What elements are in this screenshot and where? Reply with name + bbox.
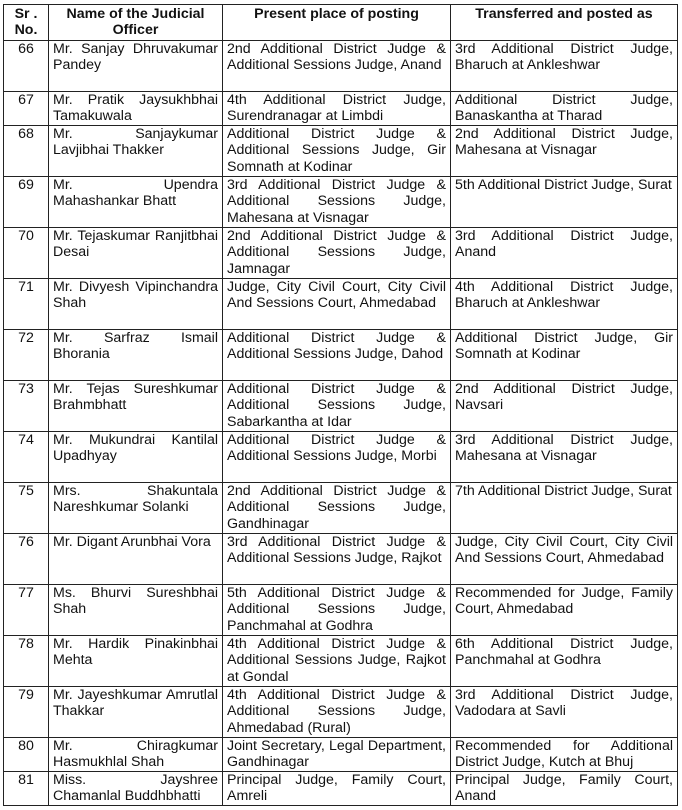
officer-name-cell: Mr. Tejas Sureshkumar Brahmbhatt <box>49 381 223 432</box>
officer-name-cell: Mr. Mukundrai Kantilal Upadhyay <box>49 432 223 483</box>
officer-name-cell: Ms. Bhurvi Sureshbhai Shah <box>49 585 223 636</box>
officer-name-cell: Mr. Hardik Pinakinbhai Mehta <box>49 636 223 687</box>
present-posting-cell: Joint Secretary, Legal Department, Gandhinagar <box>223 738 451 772</box>
sr-cell: 76 <box>4 534 49 585</box>
table-row <box>4 687 678 738</box>
header-transferred-posting: Transferred and posted as <box>451 5 678 41</box>
table-body <box>4 41 678 806</box>
officer-name-cell: Mr. Divyesh Vipinchandra Shah <box>49 279 223 330</box>
transferred-posting-cell: 7th Additional District Judge, Surat <box>451 483 678 534</box>
officer-name-cell: Mr. Sanjay Dhruvakumar Pandey <box>49 41 223 92</box>
officer-name-cell: Mr. Chiragkumar Hasmukhlal Shah <box>49 738 223 772</box>
transferred-posting-cell: 6th Additional District Judge, Panchmahal at Godhra <box>451 636 678 687</box>
transferred-posting-cell: 3rd Additional District Judge, Mahesana at Visnagar <box>451 432 678 483</box>
present-posting-cell: 2nd Additional District Judge & Additional Sessions Judge, Jamnagar <box>223 228 451 279</box>
present-posting-cell: Additional District Judge & Additional Sessions Judge, Dahod <box>223 330 451 381</box>
table-row <box>4 177 678 228</box>
table-row <box>4 92 678 126</box>
sr-cell: 79 <box>4 687 49 738</box>
present-posting-cell: 4th Additional District Judge & Additional Sessions Judge, Ahmedabad (Rural) <box>223 687 451 738</box>
officer-name-cell: Mr. Upendra Mahashankar Bhatt <box>49 177 223 228</box>
table-row <box>4 772 678 806</box>
table-row <box>4 41 678 92</box>
sr-cell: 69 <box>4 177 49 228</box>
table-row <box>4 432 678 483</box>
transferred-posting-cell: Principal Judge, Family Court, Anand <box>451 772 678 806</box>
transferred-posting-cell: 2nd Additional District Judge, Navsari <box>451 381 678 432</box>
sr-cell: 73 <box>4 381 49 432</box>
sr-cell: 71 <box>4 279 49 330</box>
transferred-posting-cell: Judge, City Civil Court, City Civil And Sessions Court, Ahmedabad <box>451 534 678 585</box>
transferred-posting-cell: Recommended for Additional District Judge, Kutch at Bhuj <box>451 738 678 772</box>
present-posting-cell: 2nd Additional District Judge & Additional Sessions Judge, Gandhinagar <box>223 483 451 534</box>
table-row <box>4 483 678 534</box>
officer-name-cell: Mr. Sarfraz Ismail Bhorania <box>49 330 223 381</box>
header-officer-name: Name of the Judicial Officer <box>49 5 223 41</box>
sr-cell: 81 <box>4 772 49 806</box>
transferred-posting-cell: 3rd Additional District Judge, Vadodara at Savli <box>451 687 678 738</box>
sr-cell: 75 <box>4 483 49 534</box>
officer-name-cell: Mr. Pratik Jaysukhbhai Tamakuwala <box>49 92 223 126</box>
transferred-posting-cell: 3rd Additional District Judge, Anand <box>451 228 678 279</box>
present-posting-cell: 5th Additional District Judge & Additional Sessions Judge, Panchmahal at Godhra <box>223 585 451 636</box>
table-row <box>4 534 678 585</box>
sr-cell: 68 <box>4 126 49 177</box>
present-posting-cell: 4th Additional District Judge, Surendranagar at Limbdi <box>223 92 451 126</box>
present-posting-cell: 3rd Additional District Judge & Additional Sessions Judge, Rajkot <box>223 534 451 585</box>
transferred-posting-cell: 5th Additional District Judge, Surat <box>451 177 678 228</box>
table-row <box>4 738 678 772</box>
transferred-posting-cell: 3rd Additional District Judge, Bharuch at Ankleshwar <box>451 41 678 92</box>
sr-cell: 78 <box>4 636 49 687</box>
present-posting-cell: 4th Additional District Judge & Additional Sessions Judge, Rajkot at Gondal <box>223 636 451 687</box>
table-row <box>4 279 678 330</box>
sr-cell: 66 <box>4 41 49 92</box>
table-header-row <box>4 5 678 41</box>
transferred-posting-cell: 4th Additional District Judge, Bharuch at Ankleshwar <box>451 279 678 330</box>
sr-cell: 72 <box>4 330 49 381</box>
present-posting-cell: Additional District Judge & Additional Sessions Judge, Sabarkantha at Idar <box>223 381 451 432</box>
officer-name-cell: Miss. Jayshree Chamanlal Buddhbhatti <box>49 772 223 806</box>
table-row <box>4 126 678 177</box>
officer-name-cell: Mr. Tejaskumar Ranjitbhai Desai <box>49 228 223 279</box>
transferred-posting-cell: 2nd Additional District Judge, Mahesana at Visnagar <box>451 126 678 177</box>
header-sr-no: Sr . No. <box>4 5 49 41</box>
transferred-posting-cell: Additional District Judge, Banaskantha at Tharad <box>451 92 678 126</box>
sr-cell: 77 <box>4 585 49 636</box>
table-row <box>4 585 678 636</box>
sr-cell: 80 <box>4 738 49 772</box>
officer-name-cell: Mr. Sanjaykumar Lavjibhai Thakker <box>49 126 223 177</box>
present-posting-cell: Judge, City Civil Court, City Civil And Sessions Court, Ahmedabad <box>223 279 451 330</box>
present-posting-cell: Additional District Judge & Additional Sessions Judge, Gir Somnath at Kodinar <box>223 126 451 177</box>
table-row <box>4 381 678 432</box>
transferred-posting-cell: Recommended for Judge, Family Court, Ahmedabad <box>451 585 678 636</box>
officer-name-cell: Mr. Jayeshkumar Amrutlal Thakkar <box>49 687 223 738</box>
sr-cell: 67 <box>4 92 49 126</box>
table-row <box>4 330 678 381</box>
officer-name-cell: Mr. Digant Arunbhai Vora <box>49 534 223 585</box>
transfer-table <box>3 4 678 806</box>
officer-name-cell: Mrs. Shakuntala Nareshkumar Solanki <box>49 483 223 534</box>
present-posting-cell: 2nd Additional District Judge & Additional Sessions Judge, Anand <box>223 41 451 92</box>
present-posting-cell: Additional District Judge & Additional Sessions Judge, Morbi <box>223 432 451 483</box>
header-present-posting: Present place of posting <box>223 5 451 41</box>
present-posting-cell: 3rd Additional District Judge & Additional Sessions Judge, Mahesana at Visnagar <box>223 177 451 228</box>
sr-cell: 70 <box>4 228 49 279</box>
present-posting-cell: Principal Judge, Family Court, Amreli <box>223 772 451 806</box>
table-row <box>4 636 678 687</box>
table-row <box>4 228 678 279</box>
transferred-posting-cell: Additional District Judge, Gir Somnath at Kodinar <box>451 330 678 381</box>
sr-cell: 74 <box>4 432 49 483</box>
